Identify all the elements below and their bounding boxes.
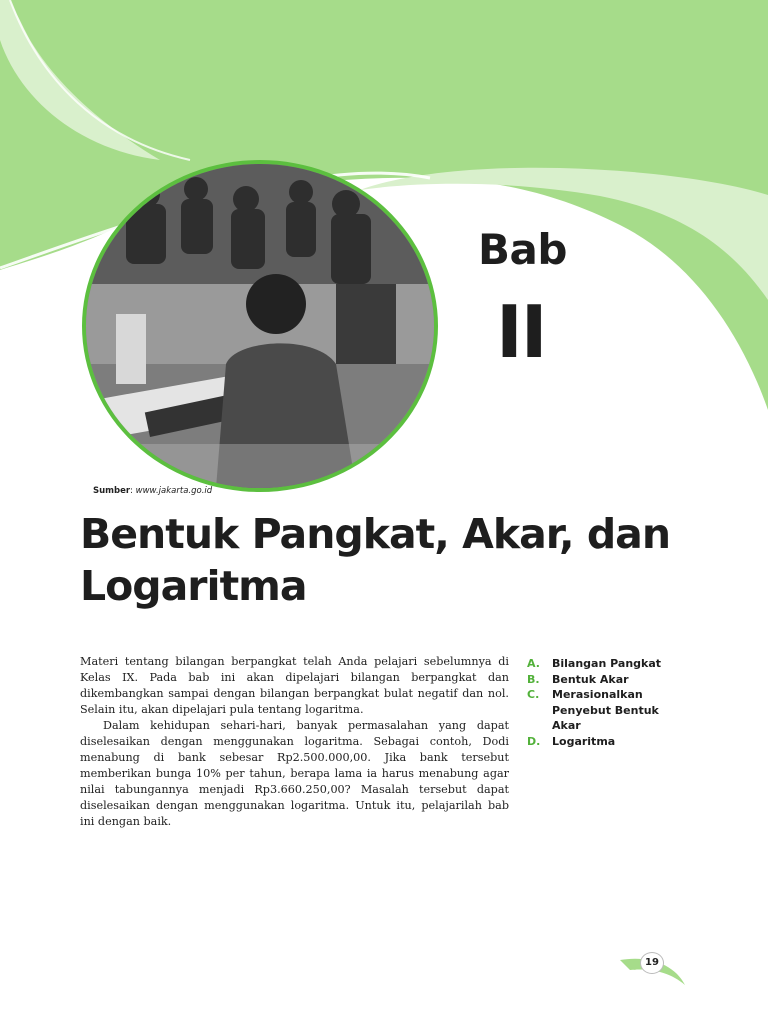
credit-label: Sumber [93,486,131,496]
intro-paragraph: Dalam kehidupan sehari-hari, banyak permasalahan yang dapat diselesaikan dengan menggunakan logaritma. Sebagai contoh, Dodi menabung di bank sebesar Rp2.500.000,00. Jika bank tersebut memberikan bunga 10% per tahun, berapa lama ia harus menabung agar nilai tabungannya menjadi Rp3.660.250,00? Masalah tersebut dapat diselesaikan dengan menggunakan logaritma. Untuk itu, pelajarilah bab ini dengan baik. [80,719,509,828]
photo-credit [93,486,212,496]
toc-label: Bilangan Pangkat [552,657,662,670]
toc-letter: B. [527,672,540,686]
toc-letter: A. [527,657,540,670]
toc-label: Logaritma [552,734,616,748]
toc-item [527,672,677,688]
credit-source: www.jakarta.go.id [135,486,213,496]
intro-paragraph: Materi tentang bilangan berpangkat telah Anda pelajari sebelumnya di Kelas IX. Pada bab ini akan dipelajari bilangan berpangkat dan dikembangkan sampai dengan bilangan berpangkat bulat negatif dan nol. Selain itu, akan dipelajari pula tentang logaritma. [80,655,509,716]
chapter-contents-list [527,656,677,749]
toc-item [527,656,677,672]
chapter-intro [80,654,509,830]
toc-item [527,687,677,734]
toc-label: Bentuk Akar [552,672,629,686]
toc-letter: D. [527,734,541,748]
chapter-photo [82,160,438,492]
chapter-title: Bentuk Pangkat, Akar, dan Logaritma [80,510,671,610]
page-number: 19 [640,952,664,974]
toc-letter: C. [527,688,540,701]
chapter-number: II [496,290,546,374]
credit-separator: : [130,486,136,496]
toc-item [527,734,677,750]
toc-label: Merasionalkan Penyebut Bentuk Akar [552,688,659,732]
bank-office-photo [86,164,434,488]
chapter-word: Bab [478,225,567,274]
